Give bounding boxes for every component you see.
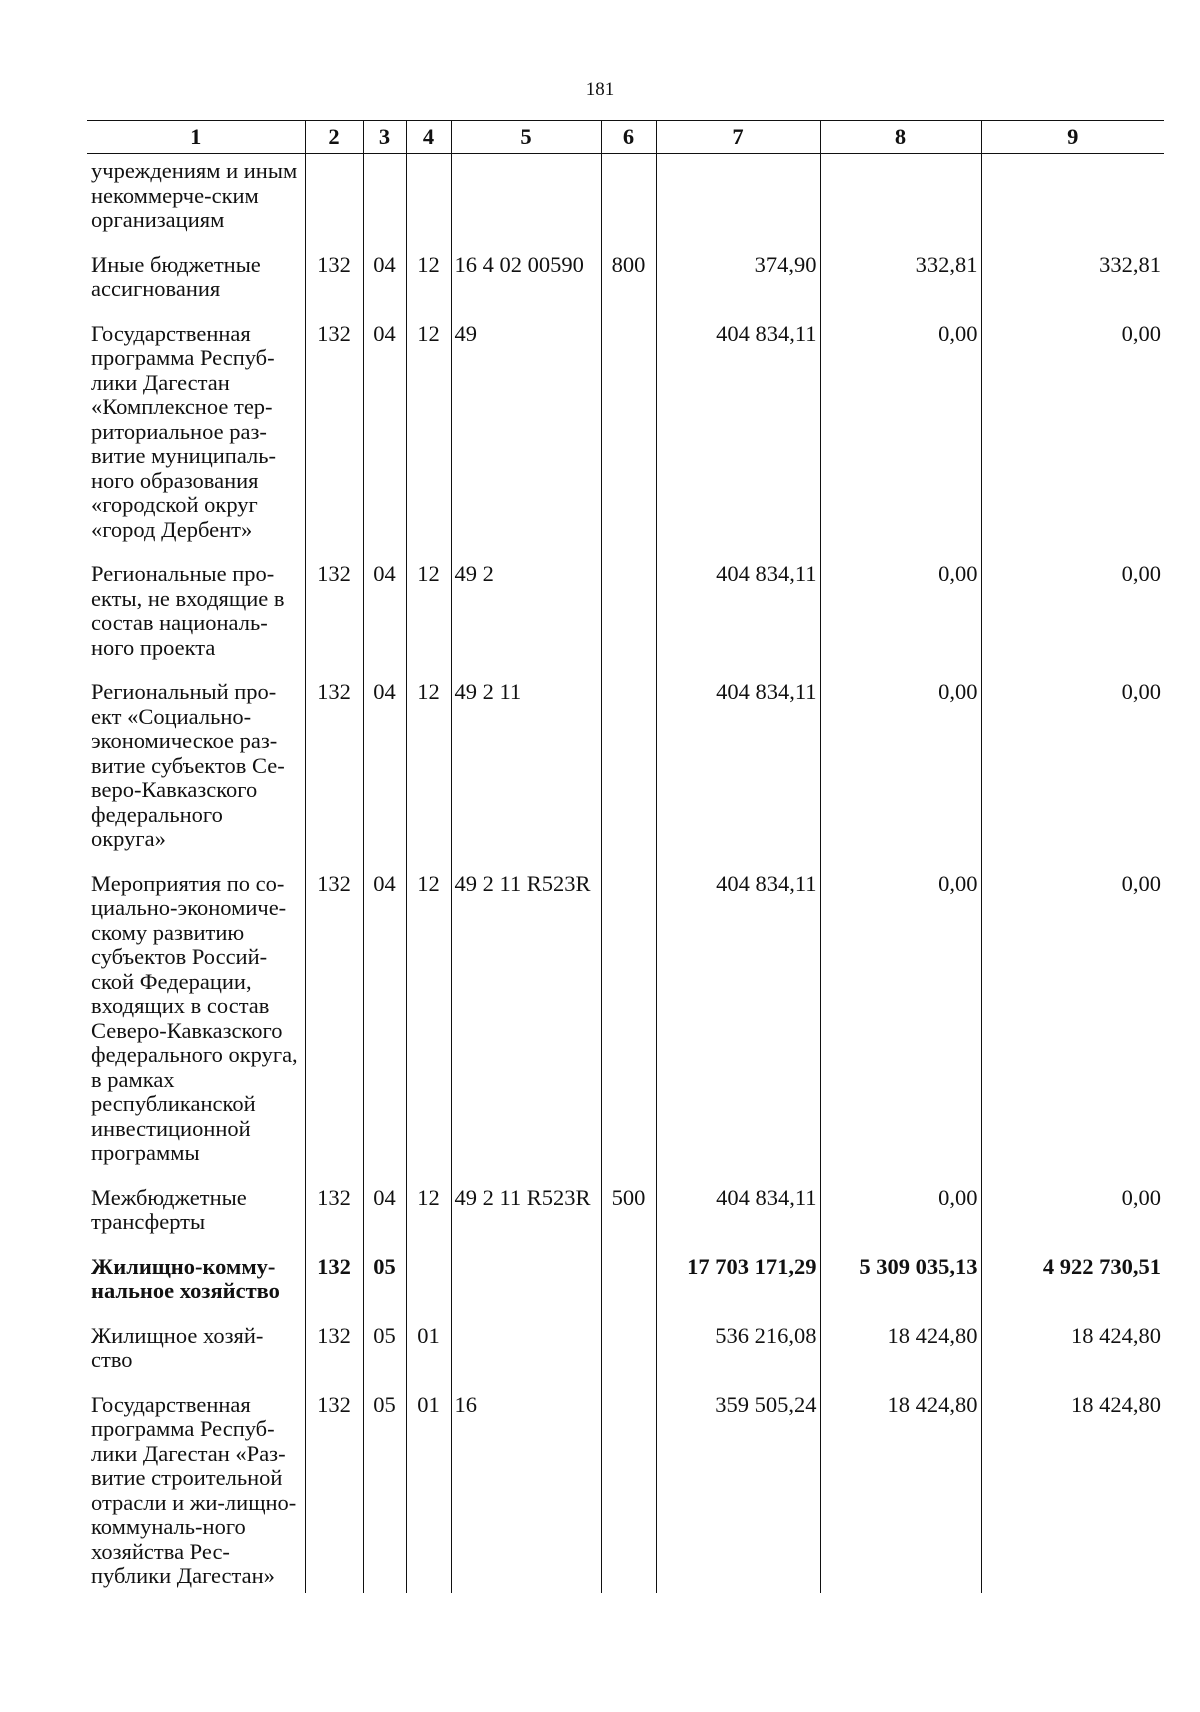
cell-cs: 49 2 11 R523R	[451, 867, 601, 1181]
cell-rz: 05	[363, 1388, 406, 1593]
cell-pr	[406, 154, 451, 248]
cell-value-8: 18 424,80	[820, 1319, 981, 1388]
table-row	[87, 317, 1164, 558]
cell-value-7: 359 505,24	[656, 1388, 820, 1593]
cell-value-8: 0,00	[820, 867, 981, 1181]
cell-name: Государственная программа Респуб-лики Дагестан «Комплексное тер-риториальное раз-витие муниципаль-ного образования «городской округ «город Дербент»	[91, 320, 277, 542]
cell-gr: 132	[305, 867, 363, 1181]
cell-rz: 04	[363, 1181, 406, 1250]
cell-value-7: 374,90	[656, 248, 820, 317]
cell-value-8: 18 424,80	[820, 1388, 981, 1593]
cell-value-7: 404 834,11	[656, 1181, 820, 1250]
cell-value-9: 0,00	[981, 557, 1164, 675]
cell-value-9: 18 424,80	[981, 1388, 1164, 1593]
cell-name: Иные бюджетные ассигнования	[91, 251, 261, 301]
cell-pr: 12	[406, 1181, 451, 1250]
table-row	[87, 1181, 1164, 1250]
cell-name: Жилищное хозяй-ство	[91, 1322, 264, 1372]
column-header: 7	[656, 121, 820, 154]
cell-gr: 132	[305, 317, 363, 558]
column-header: 5	[451, 121, 601, 154]
cell-pr: 12	[406, 867, 451, 1181]
cell-vr	[601, 557, 656, 675]
cell-name: Региональный про-ект «Социально-экономическое раз-витие субъектов Се-веро-Кавказского федерального округа»	[91, 679, 285, 851]
budget-table	[87, 120, 1164, 1593]
cell-vr: 500	[601, 1181, 656, 1250]
cell-value-9	[981, 154, 1164, 248]
page-number: 181	[585, 79, 615, 100]
cell-vr	[601, 317, 656, 558]
cell-rz: 04	[363, 557, 406, 675]
cell-rz	[363, 154, 406, 248]
column-header: 8	[820, 121, 981, 154]
cell-cs	[451, 154, 601, 248]
cell-vr	[601, 867, 656, 1181]
cell-name: Межбюджетные трансферты	[91, 1184, 247, 1234]
cell-rz: 04	[363, 867, 406, 1181]
cell-gr: 132	[305, 1388, 363, 1593]
table-row	[87, 248, 1164, 317]
cell-gr	[305, 154, 363, 248]
cell-value-7: 404 834,11	[656, 675, 820, 867]
cell-pr: 01	[406, 1388, 451, 1593]
cell-cs: 16	[451, 1388, 601, 1593]
cell-value-9: 0,00	[981, 1181, 1164, 1250]
column-header: 2	[305, 121, 363, 154]
cell-value-7	[656, 154, 820, 248]
cell-value-7: 17 703 171,29	[656, 1250, 820, 1319]
cell-pr: 01	[406, 1319, 451, 1388]
cell-gr: 132	[305, 1181, 363, 1250]
cell-name: Региональные про-екты, не входящие в состав националь-ного проекта	[91, 561, 285, 660]
cell-cs: 16 4 02 00590	[451, 248, 601, 317]
cell-value-9: 332,81	[981, 248, 1164, 317]
column-header: 6	[601, 121, 656, 154]
cell-value-7: 404 834,11	[656, 317, 820, 558]
column-header: 4	[406, 121, 451, 154]
cell-rz: 04	[363, 675, 406, 867]
cell-gr: 132	[305, 675, 363, 867]
cell-value-8: 332,81	[820, 248, 981, 317]
cell-cs: 49 2 11	[451, 675, 601, 867]
cell-name: Жилищно-комму-нальное хозяйство	[91, 1253, 280, 1303]
cell-value-7: 404 834,11	[656, 867, 820, 1181]
column-header: 1	[87, 121, 305, 154]
cell-value-9: 18 424,80	[981, 1319, 1164, 1388]
table-body	[87, 154, 1164, 1593]
cell-gr: 132	[305, 557, 363, 675]
cell-gr: 132	[305, 248, 363, 317]
cell-value-8: 0,00	[820, 1181, 981, 1250]
cell-rz: 05	[363, 1319, 406, 1388]
cell-value-9: 4 922 730,51	[981, 1250, 1164, 1319]
cell-gr: 132	[305, 1319, 363, 1388]
table-row	[87, 675, 1164, 867]
cell-vr	[601, 154, 656, 248]
cell-value-8: 0,00	[820, 675, 981, 867]
table-row	[87, 867, 1164, 1181]
cell-rz: 04	[363, 317, 406, 558]
cell-cs	[451, 1319, 601, 1388]
cell-value-8: 5 309 035,13	[820, 1250, 981, 1319]
cell-cs	[451, 1250, 601, 1319]
cell-vr	[601, 1319, 656, 1388]
cell-vr	[601, 675, 656, 867]
cell-pr: 12	[406, 675, 451, 867]
cell-vr	[601, 1388, 656, 1593]
table-row	[87, 1388, 1164, 1593]
cell-cs: 49	[451, 317, 601, 558]
cell-rz: 04	[363, 248, 406, 317]
table-row	[87, 1250, 1164, 1319]
cell-pr: 12	[406, 248, 451, 317]
table-row	[87, 1319, 1164, 1388]
cell-cs: 49 2	[451, 557, 601, 675]
column-header: 9	[981, 121, 1164, 154]
cell-gr: 132	[305, 1250, 363, 1319]
cell-value-9: 0,00	[981, 317, 1164, 558]
cell-vr: 800	[601, 248, 656, 317]
cell-value-8	[820, 154, 981, 248]
cell-pr: 12	[406, 557, 451, 675]
header-row	[87, 121, 1164, 154]
cell-rz: 05	[363, 1250, 406, 1319]
cell-value-7: 404 834,11	[656, 557, 820, 675]
cell-vr	[601, 1250, 656, 1319]
cell-name: Государственная программа Респуб-лики Дагестан «Раз-витие строительной отрасли и жи-лищно-коммуналь-ного хозяйства Рес-публики Дагестан»	[91, 1391, 297, 1588]
cell-pr	[406, 1250, 451, 1319]
column-header: 3	[363, 121, 406, 154]
cell-cs: 49 2 11 R523R	[451, 1181, 601, 1250]
cell-value-9: 0,00	[981, 867, 1164, 1181]
table-row	[87, 557, 1164, 675]
cell-value-9: 0,00	[981, 675, 1164, 867]
cell-value-7: 536 216,08	[656, 1319, 820, 1388]
cell-name: учреждениям и иным некоммерче-ским организациям	[91, 158, 298, 232]
cell-value-8: 0,00	[820, 557, 981, 675]
cell-value-8: 0,00	[820, 317, 981, 558]
cell-name: Мероприятия по со-циально-экономиче-скому развитию субъектов Россий-ской Федерации, входящих в состав Северо-Кавказского федерального округа, в рамках республиканской инвестиционной программы	[91, 870, 298, 1165]
table-row	[87, 154, 1164, 248]
cell-pr: 12	[406, 317, 451, 558]
